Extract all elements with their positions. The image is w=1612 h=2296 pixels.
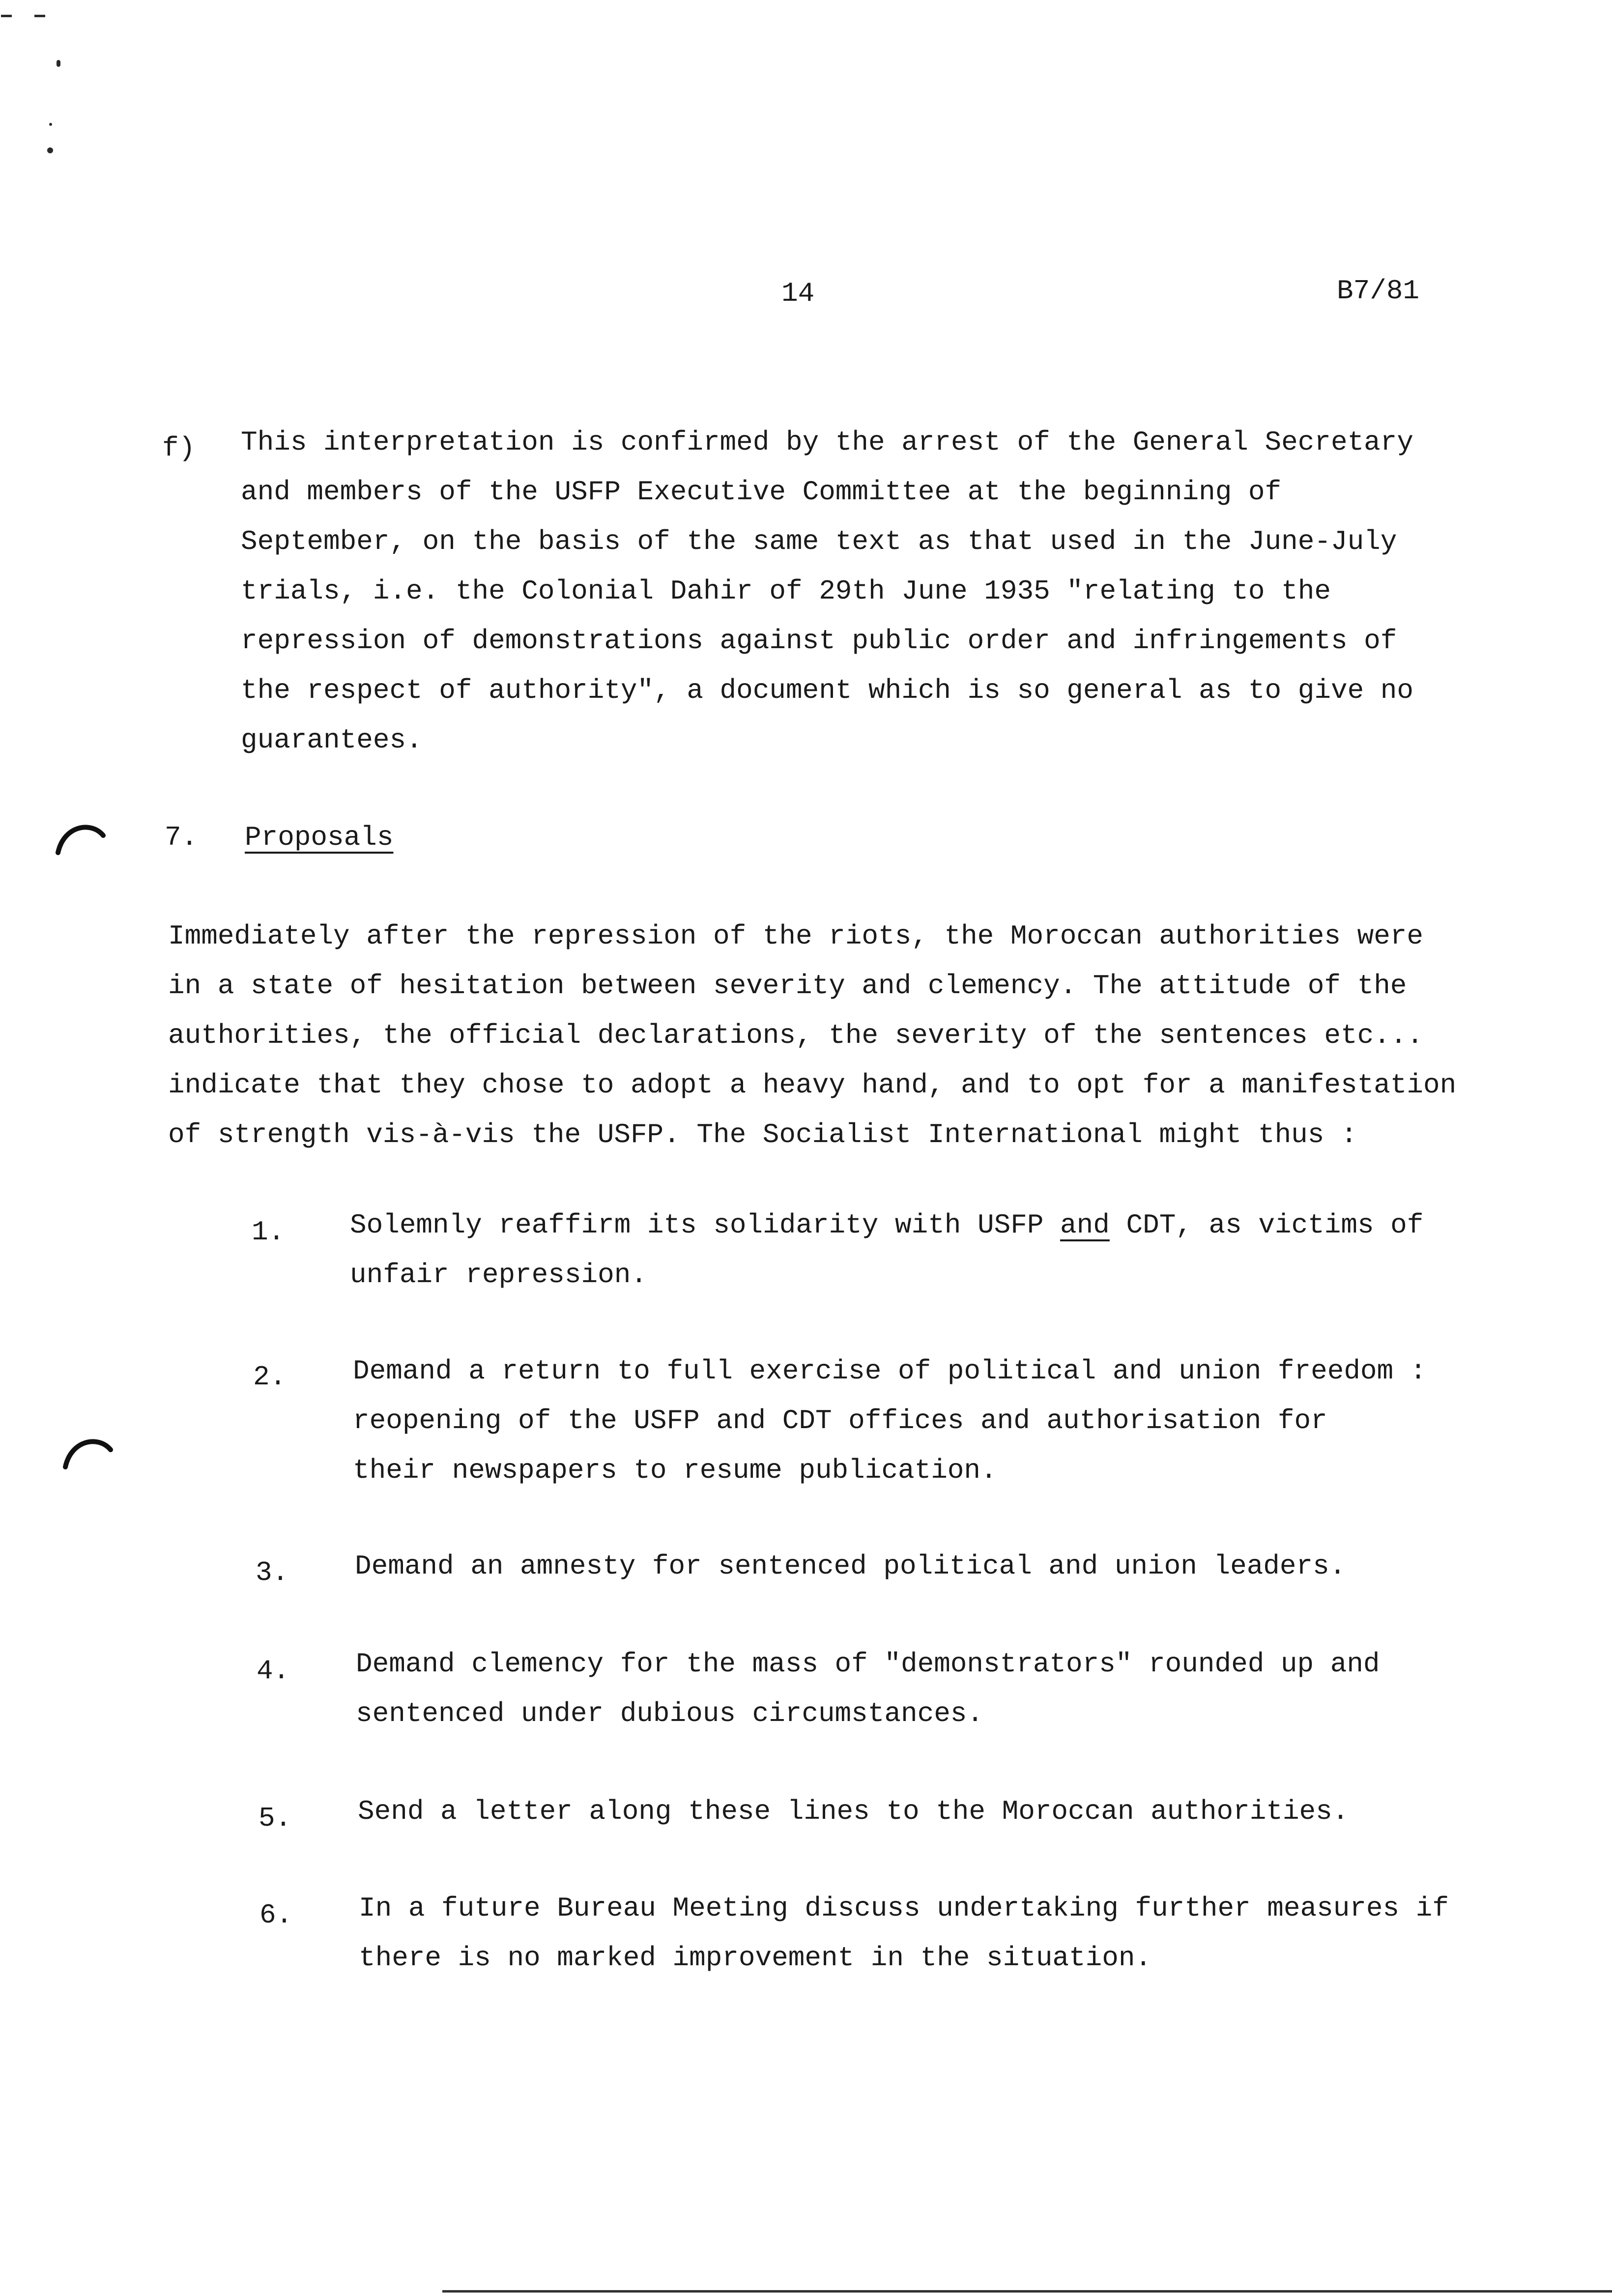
text-line: In a future Bureau Meeting discuss undertaking further measures if: [359, 1893, 1449, 1924]
margin-bracket-mark: [61, 1430, 115, 1474]
proposal-number: 5.: [259, 1803, 292, 1834]
proposal-number: 4.: [257, 1655, 290, 1687]
underlined-word: and: [1060, 1209, 1110, 1241]
page-bottom-edge: [442, 2290, 1612, 2293]
section-number: 7.: [165, 822, 198, 853]
text-line: guarantees.: [241, 724, 423, 756]
proposal-number: 6.: [259, 1899, 293, 1931]
text-line: trials, i.e. the Colonial Dahir of 29th June 1935 "relating to the: [241, 575, 1331, 607]
scan-speck: [47, 147, 53, 153]
proposal-text: [355, 1542, 1346, 1591]
proposal-text: [356, 1639, 1380, 1739]
proposal-number: 1.: [252, 1216, 285, 1248]
scan-speck: [49, 123, 52, 126]
proposal-text: [359, 1884, 1449, 1983]
proposal-number: 2.: [253, 1361, 287, 1393]
text-line: their newspapers to resume publication.: [353, 1455, 997, 1486]
page-number: 14: [781, 278, 815, 309]
scan-speck: [1, 15, 12, 17]
text-line: authorities, the official declarations, the severity of the sentences etc...: [168, 1020, 1424, 1051]
text-line: Demand clemency for the mass of "demonstrators" rounded up and: [356, 1648, 1380, 1680]
text-line: Demand an amnesty for sentenced political and union leaders.: [355, 1550, 1346, 1582]
text-line: Demand a return to full exercise of political and union freedom :: [353, 1355, 1427, 1387]
text-segment: CDT, as victims of: [1109, 1209, 1424, 1241]
proposal-text: [350, 1201, 1423, 1300]
paragraph-label: f): [162, 432, 196, 464]
text-line: repression of demonstrations against public order and infringements of: [241, 625, 1397, 657]
text-line: of strength vis-à-vis the USFP. The Socialist International might thus :: [168, 1119, 1357, 1150]
text-line: unfair repression.: [350, 1259, 647, 1291]
text-line: in a state of hesitation between severity and clemency. The attitude of the: [168, 970, 1407, 1002]
section-title: Proposals: [245, 822, 394, 853]
document-reference: B7/81: [1337, 275, 1420, 307]
proposal-number: 3.: [256, 1557, 289, 1588]
text-line: indicate that they chose to adopt a heavy hand, and to opt for a manifestation: [168, 1069, 1457, 1101]
paragraph-f-text: [241, 418, 1413, 765]
text-line: Send a letter along these lines to the Moroccan authorities.: [358, 1796, 1349, 1827]
proposal-text: [353, 1347, 1426, 1495]
intro-paragraph: [168, 912, 1456, 1160]
text-segment: Solemnly reaffirm its solidarity with USFP: [350, 1209, 1061, 1241]
text-line: sentenced under dubious circumstances.: [356, 1698, 984, 1729]
text-line: [350, 1201, 1423, 1250]
proposal-text: [358, 1787, 1349, 1837]
text-line: the respect of authority", a document which is so general as to give no: [241, 675, 1413, 706]
text-line: This interpretation is confirmed by the arrest of the General Secretary: [241, 427, 1413, 458]
text-line: September, on the basis of the same text as that used in the June-July: [241, 526, 1397, 557]
text-line: Immediately after the repression of the riots, the Moroccan authorities were: [168, 920, 1424, 952]
scan-speck: [34, 15, 45, 17]
text-line: there is no marked improvement in the situation.: [359, 1942, 1152, 1974]
margin-bracket-mark: [54, 816, 108, 860]
scan-speck: [57, 60, 60, 67]
text-line: reopening of the USFP and CDT offices and authorisation for: [353, 1405, 1327, 1436]
text-line: and members of the USFP Executive Committee at the beginning of: [241, 476, 1282, 508]
